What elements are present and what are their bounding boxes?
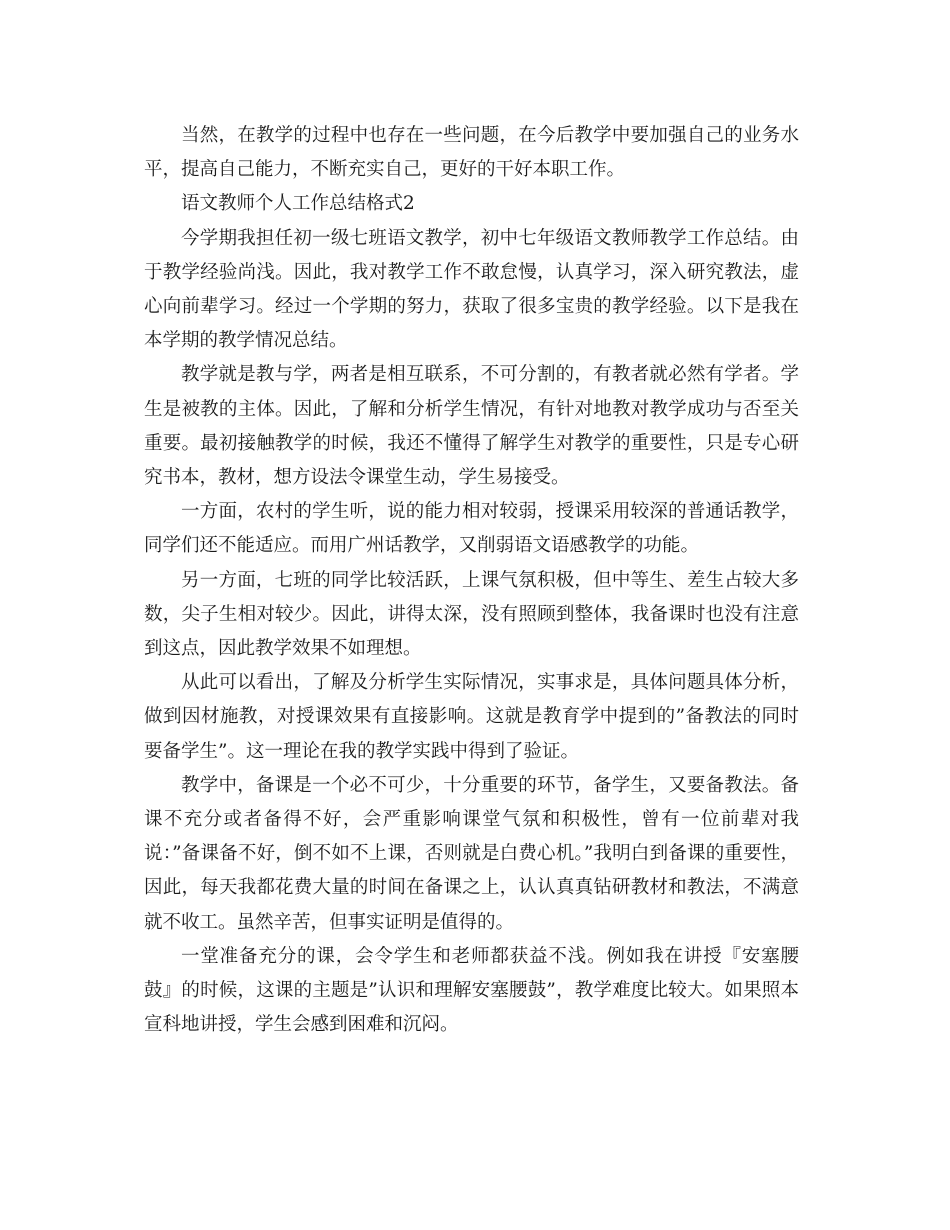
paragraph-2: 今学期我担任初一级七班语文教学，初中七年级语文教师教学工作总结。由于教学经验尚浅。因此，我对教学工作不敢怠慢，认真学习，深入研究教法，虚心向前辈学习。经过一个学期的努力，获取了很多宝贵的教学经验。以下是我在本学期的教学情况总结。 [144, 227, 799, 352]
paragraph-4: 一方面，农村的学生听，说的能力相对较弱，授课采用较深的普通话教学，同学们还不能适应。而用广州话教学，又削弱语文语感教学的功能。 [144, 501, 799, 557]
paragraph-3: 教学就是教与学，两者是相互联系，不可分割的，有教者就必然有学者。学生是被教的主体。因此，了解和分析学生情况，有针对地教对教学成功与否至关重要。最初接触教学的时候，我还不懂得了解学生对教学的重要性，只是专心研究书本，教材，想方设法令课堂生动，学生易接受。 [144, 364, 799, 489]
paragraph-6: 从此可以看出，了解及分析学生实际情况，实事求是，具体问题具体分析，做到因材施教，对授课效果有直接影响。这就是教育学中提到的”备教法的同时要备学生”。这一理论在我的教学实践中得到了验证。 [144, 672, 799, 762]
paragraph-1: 当然，在教学的过程中也存在一些问题，在今后教学中要加强自己的业务水平，提高自己能力，不断充实自己，更好的干好本职工作。 [144, 125, 799, 181]
document-body [144, 119, 799, 1042]
paragraph-5: 另一方面，七班的同学比较活跃，上课气氛积极，但中等生、差生占较大多数，尖子生相对较少。因此，讲得太深，没有照顾到整体，我备课时也没有注意到这点，因此教学效果不如理想。 [144, 569, 799, 660]
paragraph-8: 一堂准备充分的课，会令学生和老师都获益不浅。例如我在讲授『安塞腰鼓』的时候，这课的主题是”认识和理解安塞腰鼓”，教学难度比较大。如果照本宣科地讲授，学生会感到困难和沉闷。 [144, 945, 799, 1036]
section-heading: 语文教师个人工作总结格式2 [181, 193, 415, 215]
paragraph-7: 教学中，备课是一个必不可少，十分重要的环节，备学生，又要备教法。备课不充分或者备得不好，会严重影响课堂气氛和积极性，曾有一位前辈对我说：”备课备不好，倒不如不上课，否则就是白费心机。”我明白到备课的重要性，因此，每天我都花费大量的时间在备课之上，认认真真钻研教材和教法，不满意就不收工。虽然辛苦，但事实证明是值得的。 [144, 774, 799, 933]
